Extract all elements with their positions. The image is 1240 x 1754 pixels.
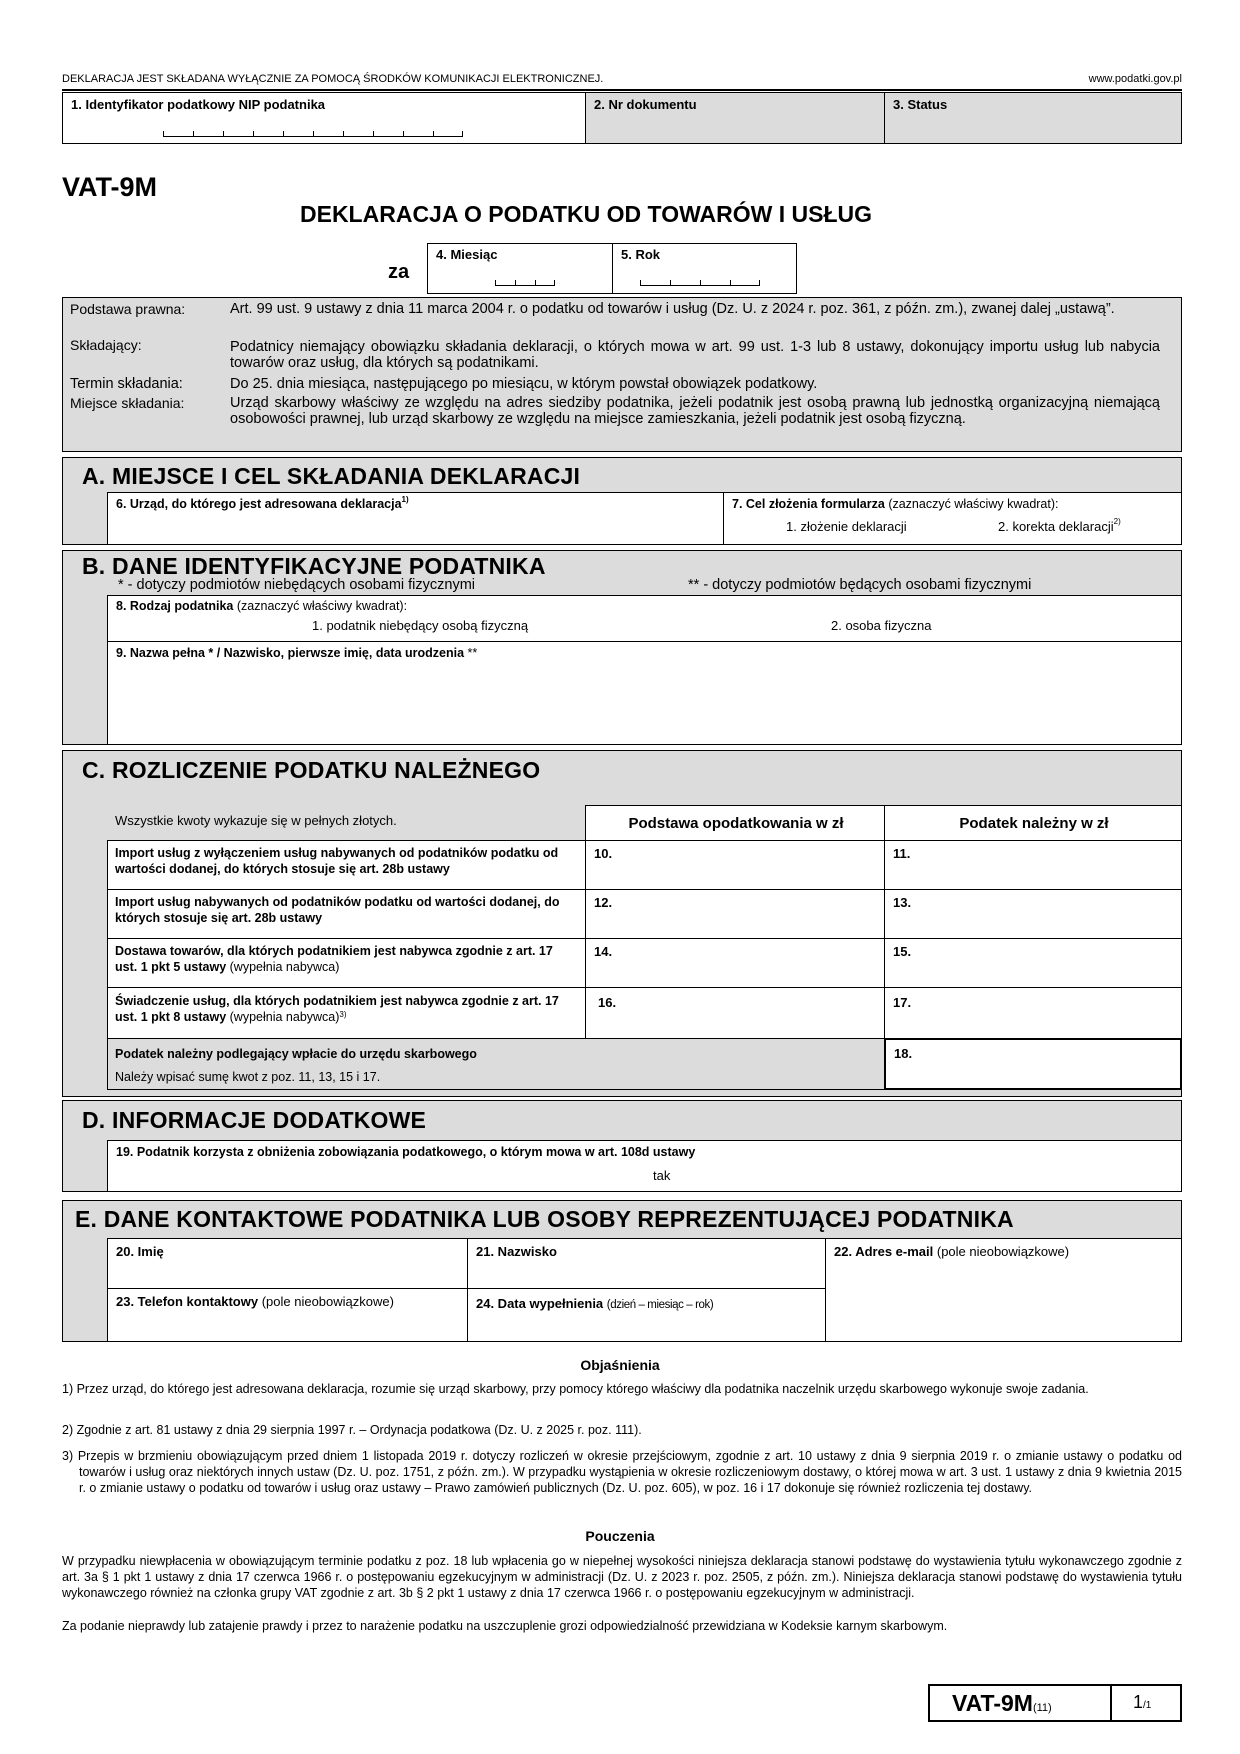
- note-2: 2) Zgodnie z art. 81 ustawy z dnia 29 sierpnia 1997 r. – Ordynacja podatkowa (Dz. U. z 2025 r. poz. 111).: [62, 1423, 642, 1437]
- month-input[interactable]: [495, 280, 557, 288]
- row5-note: Należy wpisać sumę kwot z poz. 11, 13, 15 i 17.: [115, 1070, 381, 1084]
- field-16-num: 16.: [598, 995, 617, 1010]
- footer-form-code: VAT-9M(11): [952, 1690, 1052, 1716]
- month-label: 4. Miesiąc: [436, 247, 498, 262]
- section-e-title: E. DANE KONTAKTOWE PODATNIKA LUB OSOBY REPREZENTUJĄCEJ PODATNIKA: [75, 1206, 1014, 1232]
- phone-label: 23. Telefon kontaktowy (pole nieobowiązkowe): [116, 1294, 394, 1309]
- row2-text: Import usług nabywanych od podatników podatku od wartości dodanej, do których stosuje się art. 28b ustawy: [115, 895, 560, 925]
- field-14-num: 14.: [594, 944, 613, 959]
- termin-label: Termin składania:: [70, 376, 183, 392]
- skladajacy-label: Składający:: [70, 337, 142, 353]
- skladajacy-text: Podatnicy niemający obowiązku składania deklaracji, o których mowa w art. 99 ust. 1-3 lub 8 ustawy, dokonujący importu usług lub nabycia towarów oraz usług, dla których są podatnikami.: [230, 339, 1160, 371]
- reduction-field: [107, 1140, 1182, 1192]
- nip-digit-slot: [313, 131, 343, 137]
- field-18[interactable]: [884, 1038, 1182, 1090]
- field-12[interactable]: [585, 889, 885, 939]
- nip-digit-slots: [163, 131, 463, 139]
- year-input[interactable]: [640, 280, 764, 288]
- za-label: za: [388, 261, 410, 283]
- nip-digit-slot: [163, 131, 193, 137]
- field-15-num: 15.: [893, 944, 912, 959]
- website-url: www.podatki.gov.pl: [1088, 73, 1182, 85]
- note-1: 1) Przez urząd, do którego jest adresowana deklaracja, rozumie się urząd skarbowy, przy pomocy którego właściwy dla podatnika naczelnik urzędu skarbowego wykonuje swoje zadania.: [62, 1382, 1089, 1396]
- nip-digit-slot: [283, 131, 313, 137]
- full-name-label: 9. Nazwa pełna * / Nazwisko, pierwsze imię, data urodzenia **: [116, 646, 478, 660]
- tax-office-label: 6. Urząd, do którego jest adresowana deklaracja$^{1)}$: [116, 495, 409, 511]
- field-16[interactable]: [585, 987, 885, 1039]
- field-10[interactable]: [585, 840, 885, 890]
- note-non-natural: * - dotyczy podmiotów niebędących osobami fizycznymi: [118, 577, 476, 593]
- field-11[interactable]: [884, 840, 1182, 890]
- document-number-label: 2. Nr dokumentu: [594, 97, 697, 112]
- field-13-num: 13.: [893, 895, 912, 910]
- reduction-label: 19. Podatnik korzysta z obniżenia zobowiązania podatkowego, o którym mowa w art. 108d ustawy: [116, 1145, 696, 1159]
- section-c-title: C. ROZLICZENIE PODATKU NALEŻNEGO: [82, 757, 541, 783]
- field-10-num: 10.: [594, 846, 613, 861]
- legal-basis-block: [62, 297, 1182, 452]
- instruction-2: Za podanie nieprawdy lub zatajenie prawdy i przez to narażenie podatku na uszczuplenie grozi odpowiedzialność przewidziana w Kodeksie karnym skarbowym.: [62, 1619, 948, 1633]
- email-field[interactable]: [825, 1238, 1182, 1342]
- option-natural[interactable]: 2. osoba fizyczna: [831, 618, 932, 633]
- section-d-title: D. INFORMACJE DODATKOWE: [82, 1107, 427, 1133]
- last-name-field[interactable]: [467, 1238, 826, 1289]
- phone-field[interactable]: [107, 1288, 468, 1342]
- row-services-label: [107, 987, 586, 1039]
- option-submission[interactable]: 1. złożenie deklaracji: [786, 519, 907, 534]
- page-title: DEKLARACJA O PODATKU OD TOWARÓW I USŁUG: [300, 201, 873, 227]
- field-14[interactable]: [585, 938, 885, 988]
- nip-digit-slot: [373, 131, 403, 137]
- last-name-label: 21. Nazwisko: [476, 1244, 557, 1259]
- year-label: 5. Rok: [621, 247, 661, 262]
- electronic-notice: DEKLARACJA JEST SKŁADANA WYŁĄCZNIE ZA POMOCĄ ŚRODKÓW KOMUNIKACJI ELEKTRONICZNEJ.: [62, 73, 604, 85]
- row-goods-delivery-label: [107, 938, 586, 988]
- podstawa-text: Art. 99 ust. 9 ustawy z dnia 11 marca 2004 r. o podatku od towarów i usług (Dz. U. z 2024 r. poz. 361, z późn. zm.), zwanej dalej „ustawą”.: [230, 301, 1115, 317]
- col-base-label: Podstawa opodatkowania w zł: [628, 815, 844, 832]
- instruction-1: W przypadku niewpłacenia w obowiązującym terminie podatku z poz. 18 lub wpłacenia go w niepełnej wysokości niniejsza deklaracja stanowi podstawę do wystawienia tytułu wykonawczego zgodnie z art. 3a § 1 pkt 1 ustawy z dnia 17 czerwca 1966 r. o postępowaniu egzekucyjnym w administracji (Dz. U. z 2023 r. poz. 2505, z późn. zm.). Niniejsza deklaracja stanowi podstawę do wystawienia tytułu wykonawczego również na członka grupy VAT zgodnie z art. 3b § 2 pkt 1 ustawy z dnia 17 czerwca 1966 r. o postępowaniu egzekucyjnym w administracji.: [62, 1554, 1182, 1600]
- note-natural: ** - dotyczy podmiotów będących osobami fizycznymi: [688, 577, 1032, 593]
- row3-text: Dostawa towarów, dla których podatnikiem jest nabywca zgodnie z art. 17 ust. 1 pkt 5 ustawy (wypełnia nabywca): [115, 944, 553, 974]
- nip-field[interactable]: [62, 92, 586, 144]
- row-import-28b-label: [107, 889, 586, 939]
- field-15[interactable]: [884, 938, 1182, 988]
- date-label: 24. Data wypełnienia (dzień – miesiąc – rok): [476, 1296, 714, 1311]
- nip-digit-slot: [223, 131, 253, 137]
- nip-digit-slot: [343, 131, 373, 137]
- taxpayer-type-label: 8. Rodzaj podatnika (zaznaczyć właściwy kwadrat):: [116, 599, 408, 613]
- nip-digit-slot: [193, 131, 223, 137]
- row4-text: Świadczenie usług, dla których podatnikiem jest nabywca zgodnie z art. 17 ust. 1 pkt 8 ustawy (wypełnia nabywca)$^{3)}$: [115, 994, 559, 1024]
- section-a-title: A. MIEJSCE I CEL SKŁADANIA DEKLARACJI: [82, 463, 581, 489]
- purpose-label: 7. Cel złożenia formularza (zaznaczyć właściwy kwadrat):: [732, 497, 1059, 511]
- field-12-num: 12.: [594, 895, 613, 910]
- field-17[interactable]: [884, 987, 1182, 1039]
- nip-digit-slot: [403, 131, 433, 137]
- col-tax-label: Podatek należny w zł: [959, 815, 1109, 832]
- miejsce-label: Miejsce składania:: [70, 395, 185, 411]
- option-tak[interactable]: tak: [653, 1168, 671, 1183]
- field-17-num: 17.: [893, 995, 912, 1010]
- nip-digit-slot: [433, 131, 463, 137]
- field-11-num: 11.: [893, 846, 911, 861]
- col-base-header: [585, 805, 885, 841]
- purpose-field: [723, 492, 1182, 545]
- first-name-field[interactable]: [107, 1238, 468, 1289]
- pouczenia-title: Pouczenia: [585, 1528, 655, 1544]
- email-label: 22. Adres e-mail (pole nieobowiązkowe): [834, 1244, 1070, 1259]
- miejsce-text: Urząd skarbowy właściwy ze względu na adres siedziby podatnika, jeżeli podatnik jest osobą prawną lub jednostką organizacyjną niemającą osobowości prawnej, lub urząd skarbowy ze względu na miejsce zamieszkania, jeżeli podatnik jest osobą fizyczną.: [230, 395, 1160, 427]
- form-code: VAT-9M: [62, 172, 158, 202]
- taxpayer-type-field: [107, 595, 1182, 642]
- row1-text: Import usług z wyłączeniem usług nabywanych od podatników podatku od wartości dodanej, do których stosuje się art. 28b ustawy: [115, 846, 559, 876]
- status-label: 3. Status: [893, 97, 948, 112]
- nip-label: 1. Identyfikator podatkowy NIP podatnika: [71, 97, 326, 112]
- note-3: 3) Przepis w brzmieniu obowiązującym przed dniem 1 listopada 2019 r. dotyczy rozliczeń w okresie przejściowym, zgodnie z art. 10 ustawy z dnia 9 sierpnia 2019 r. o zmianie ustawy o podatku od towarów i usług oraz niektórych innych ustaw (Dz. U. poz. 1751, z późn. zm.). W przypadku wystąpienia w okresie rozliczeniowym dostawy, o której mowa w art. 3 ust. 1 ustawy z dnia 9 kwietnia 2015 r. o zmianie ustawy o podatku od towarów i usług oraz ustawy – Prawo zamówień publicznych (Dz. U. poz. 605), w poz. 16 i 17 dokonuje się również rozliczenia tej dostawy.: [62, 1449, 1182, 1495]
- row5-text: Podatek należny podlegający wpłacie do urzędu skarbowego: [115, 1047, 477, 1061]
- document-number-field: [585, 92, 885, 144]
- page-number: 1/1: [1133, 1692, 1152, 1712]
- podstawa-label: Podstawa prawna:: [70, 301, 186, 317]
- date-field[interactable]: [467, 1288, 826, 1342]
- status-field: [884, 92, 1182, 144]
- row-tax-due-label: [107, 1038, 885, 1090]
- field-18-num: 18.: [894, 1046, 913, 1061]
- col-tax-header: [884, 805, 1182, 841]
- full-name-field[interactable]: [107, 641, 1182, 745]
- option-correction[interactable]: 2. korekta deklaracji$^{2)}$: [998, 517, 1121, 534]
- first-name-label: 20. Imię: [116, 1244, 164, 1259]
- option-non-natural[interactable]: 1. podatnik niebędący osobą fizyczną: [312, 618, 529, 633]
- amounts-note: Wszystkie kwoty wykazuje się w pełnych złotych.: [115, 813, 397, 828]
- field-13[interactable]: [884, 889, 1182, 939]
- tax-office-field[interactable]: [107, 492, 724, 545]
- objasnienia-title: Objaśnienia: [580, 1357, 660, 1373]
- section-b-title: B. DANE IDENTYFIKACYJNE PODATNIKA: [82, 553, 546, 579]
- termin-text: Do 25. dnia miesiąca, następującego po miesiącu, w którym powstał obowiązek podatkowy.: [230, 376, 818, 392]
- nip-digit-slot: [253, 131, 283, 137]
- row-import-services-label: [107, 840, 586, 890]
